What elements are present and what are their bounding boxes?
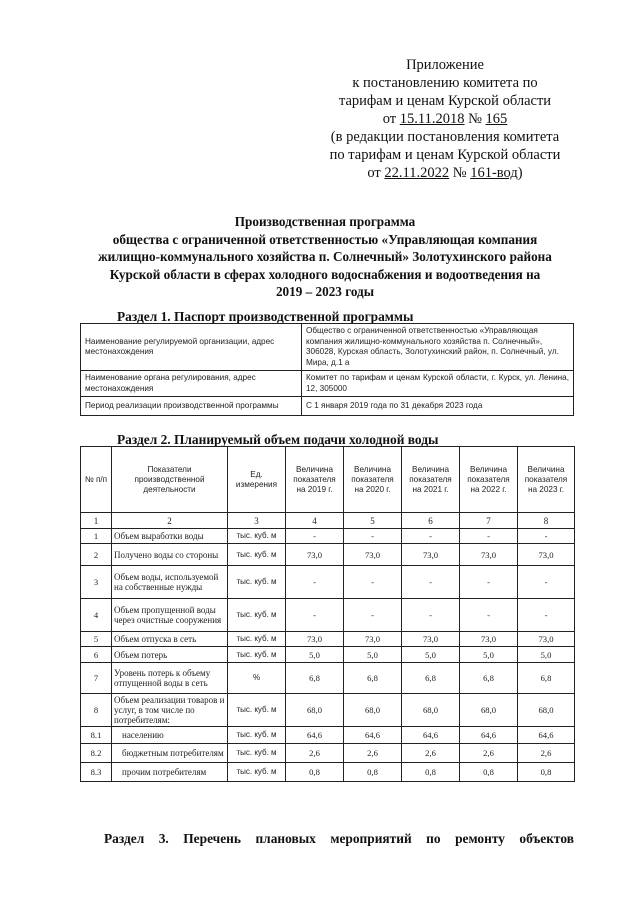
row-number: 6	[81, 647, 112, 663]
table-row	[81, 663, 575, 694]
column-number: 6	[402, 513, 460, 529]
value-cell: 68,0	[402, 694, 460, 727]
column-number: 8	[518, 513, 575, 529]
value-cell: 6,8	[518, 663, 575, 694]
value-cell: 2,6	[460, 744, 518, 763]
value-cell: 73,0	[286, 632, 344, 647]
title-line-5: 2019 – 2023 годы	[275, 284, 375, 299]
passport-row	[81, 397, 574, 416]
unit-cell: тыс. куб. м	[228, 727, 286, 744]
amendment-number: 161-вод	[470, 165, 518, 181]
value-cell: 73,0	[518, 544, 575, 566]
value-cell: 73,0	[286, 544, 344, 566]
row-number: 8.1	[81, 727, 112, 744]
amendment-date: 22.11.2022	[384, 165, 450, 181]
value-cell: 5,0	[344, 647, 402, 663]
passport-label: Период реализации производственной программы	[81, 397, 302, 416]
header-cell: Величина показателя на 2020 г.	[344, 447, 402, 513]
header-cell: № п/п	[81, 447, 112, 513]
value-cell: 73,0	[460, 632, 518, 647]
table-row	[81, 544, 575, 566]
row-number: 8	[81, 694, 112, 727]
passport-value: Общество с ограниченной ответственностью «Управляющая компания жилищно-коммунального хозяйства п. Солнечный», 306028, Курская область, Золотухинский район, п. Солнечный, ул. Мира, д.1 а	[302, 324, 574, 371]
unit-cell: %	[228, 663, 286, 694]
table-row	[81, 647, 575, 663]
value-cell: 0,8	[286, 763, 344, 782]
appendix-line-4: от 15.11.2018 № 165	[382, 111, 508, 127]
indicator-name: Объем выработки воды	[112, 529, 228, 544]
indicator-name: Объем пропущенной воды через очистные сооружения	[112, 599, 228, 632]
value-cell: 5,0	[518, 647, 575, 663]
value-cell: -	[518, 566, 575, 599]
title-line-2: общества с ограниченной ответственностью «Управляющая компания	[112, 231, 538, 247]
value-cell: 5,0	[460, 647, 518, 663]
value-cell: 5,0	[402, 647, 460, 663]
title-line-3: жилищно-коммунального хозяйства п. Солнечный» Золотухинского района	[98, 249, 552, 264]
header-cell: Ед. измерения	[228, 447, 286, 513]
unit-cell: тыс. куб. м	[228, 566, 286, 599]
value-cell: -	[344, 599, 402, 632]
table-row	[81, 727, 575, 744]
value-cell: 68,0	[286, 694, 344, 727]
passport-value: С 1 января 2019 года по 31 декабря 2023 года	[302, 397, 574, 416]
header-cell: Величина показателя на 2023 г.	[518, 447, 575, 513]
title-line-4: Курской области в сферах холодного водоснабжения и водоотведения на	[109, 266, 541, 282]
passport-label: Наименование органа регулирования, адрес местонахождения	[81, 371, 302, 397]
column-number: 4	[286, 513, 344, 529]
indicator-name: бюджетным потребителям	[112, 744, 228, 763]
value-cell: 6,8	[286, 663, 344, 694]
value-cell: -	[344, 566, 402, 599]
section-3-heading	[104, 831, 574, 847]
value-cell: -	[402, 529, 460, 544]
value-cell: 73,0	[344, 544, 402, 566]
unit-cell: тыс. куб. м	[228, 544, 286, 566]
indicator-name: Объем воды, используемой на собственные нужды	[112, 566, 228, 599]
value-cell: 64,6	[518, 727, 575, 744]
row-number: 8.2	[81, 744, 112, 763]
value-cell: 73,0	[402, 632, 460, 647]
table-header-row	[81, 447, 575, 513]
value-cell: 64,6	[402, 727, 460, 744]
column-number: 1	[81, 513, 112, 529]
header-cell: Величина показателя на 2021 г.	[402, 447, 460, 513]
value-cell: -	[518, 529, 575, 544]
section-3-word: Раздел	[104, 831, 145, 846]
value-cell: -	[286, 529, 344, 544]
value-cell: -	[402, 599, 460, 632]
unit-cell: тыс. куб. м	[228, 763, 286, 782]
appendix-line-6: по тарифам и ценам Курской области	[329, 147, 561, 163]
unit-cell: тыс. куб. м	[228, 529, 286, 544]
value-cell: 64,6	[344, 727, 402, 744]
row-number: 7	[81, 663, 112, 694]
passport-row	[81, 371, 574, 397]
value-cell: -	[460, 599, 518, 632]
appendix-line-7: от 22.11.2022 № 161-вод)	[367, 165, 523, 181]
value-cell: -	[402, 566, 460, 599]
section-2-heading: Раздел 2. Планируемый объем подачи холодной воды	[117, 432, 439, 447]
value-cell: 0,8	[402, 763, 460, 782]
original-resolution-date: 15.11.2018	[399, 111, 465, 127]
indicator-name: Объем потерь	[112, 647, 228, 663]
value-cell: -	[460, 529, 518, 544]
value-cell: 2,6	[518, 744, 575, 763]
header-cell: Показатели производственной деятельности	[112, 447, 228, 513]
section-3-word: плановых	[255, 831, 316, 846]
value-cell: 6,8	[460, 663, 518, 694]
indicator-name: Уровень потерь к объему отпущенной воды в сеть	[112, 663, 228, 694]
header-cell: Величина показателя на 2022 г.	[460, 447, 518, 513]
row-number: 8.3	[81, 763, 112, 782]
title-line-1: Производственная программа	[234, 214, 416, 229]
table-row	[81, 599, 575, 632]
value-cell: 64,6	[460, 727, 518, 744]
value-cell: 0,8	[518, 763, 575, 782]
indicator-name: населению	[112, 727, 228, 744]
value-cell: 73,0	[402, 544, 460, 566]
passport-label: Наименование регулируемой организации, адрес местонахождения	[81, 324, 302, 371]
value-cell: 64,6	[286, 727, 344, 744]
column-number: 5	[344, 513, 402, 529]
section-1-heading: Раздел 1. Паспорт производственной программы	[117, 309, 414, 324]
value-cell: 5,0	[286, 647, 344, 663]
indicator-name: Объем реализации товаров и услуг, в том числе по потребителям:	[112, 694, 228, 727]
section-3-word: ремонту	[455, 831, 505, 846]
appendix-line-2: к постановлению комитета по	[352, 75, 538, 91]
appendix-header	[300, 56, 590, 182]
unit-cell: тыс. куб. м	[228, 632, 286, 647]
water-volume-table	[80, 446, 575, 782]
value-cell: -	[286, 599, 344, 632]
table-row	[81, 632, 575, 647]
row-number: 1	[81, 529, 112, 544]
value-cell: 2,6	[402, 744, 460, 763]
value-cell: 73,0	[460, 544, 518, 566]
indicator-name: прочим потребителям	[112, 763, 228, 782]
program-title	[40, 213, 610, 301]
row-number: 4	[81, 599, 112, 632]
section-3-word: Перечень	[183, 831, 241, 846]
value-cell: -	[286, 566, 344, 599]
table-row	[81, 763, 575, 782]
value-cell: -	[518, 599, 575, 632]
row-number: 5	[81, 632, 112, 647]
value-cell: 73,0	[518, 632, 575, 647]
passport-row	[81, 324, 574, 371]
value-cell: -	[460, 566, 518, 599]
indicator-name: Объем отпуска в сеть	[112, 632, 228, 647]
table-row	[81, 566, 575, 599]
value-cell: 68,0	[344, 694, 402, 727]
table-row	[81, 694, 575, 727]
section-3-word: по	[426, 831, 441, 846]
value-cell: 73,0	[344, 632, 402, 647]
row-number: 3	[81, 566, 112, 599]
table-row	[81, 529, 575, 544]
appendix-line-3: тарифам и ценам Курской области	[338, 93, 552, 109]
unit-cell: тыс. куб. м	[228, 599, 286, 632]
value-cell: 68,0	[518, 694, 575, 727]
original-resolution-number: 165	[485, 111, 508, 127]
passport-table	[80, 323, 574, 416]
section-3-word: мероприятий	[330, 831, 412, 846]
unit-cell: тыс. куб. м	[228, 694, 286, 727]
value-cell: 6,8	[344, 663, 402, 694]
section-3-word: 3.	[158, 831, 169, 846]
value-cell: 0,8	[344, 763, 402, 782]
value-cell: 68,0	[460, 694, 518, 727]
header-cell: Величина показателя на 2019 г.	[286, 447, 344, 513]
value-cell: -	[344, 529, 402, 544]
value-cell: 2,6	[344, 744, 402, 763]
indicator-name: Получено воды со стороны	[112, 544, 228, 566]
appendix-line-5: (в редакции постановления комитета	[330, 129, 560, 145]
unit-cell: тыс. куб. м	[228, 647, 286, 663]
column-number: 3	[228, 513, 286, 529]
unit-cell: тыс. куб. м	[228, 744, 286, 763]
row-number: 2	[81, 544, 112, 566]
passport-value: Комитет по тарифам и ценам Курской области, г. Курск, ул. Ленина, 12, 305000	[302, 371, 574, 397]
value-cell: 2,6	[286, 744, 344, 763]
value-cell: 6,8	[402, 663, 460, 694]
section-3-word: объектов	[519, 831, 574, 846]
table-row	[81, 744, 575, 763]
column-number: 2	[112, 513, 228, 529]
column-number: 7	[460, 513, 518, 529]
column-number-row	[81, 513, 575, 529]
appendix-line-1: Приложение	[406, 57, 484, 73]
value-cell: 0,8	[460, 763, 518, 782]
